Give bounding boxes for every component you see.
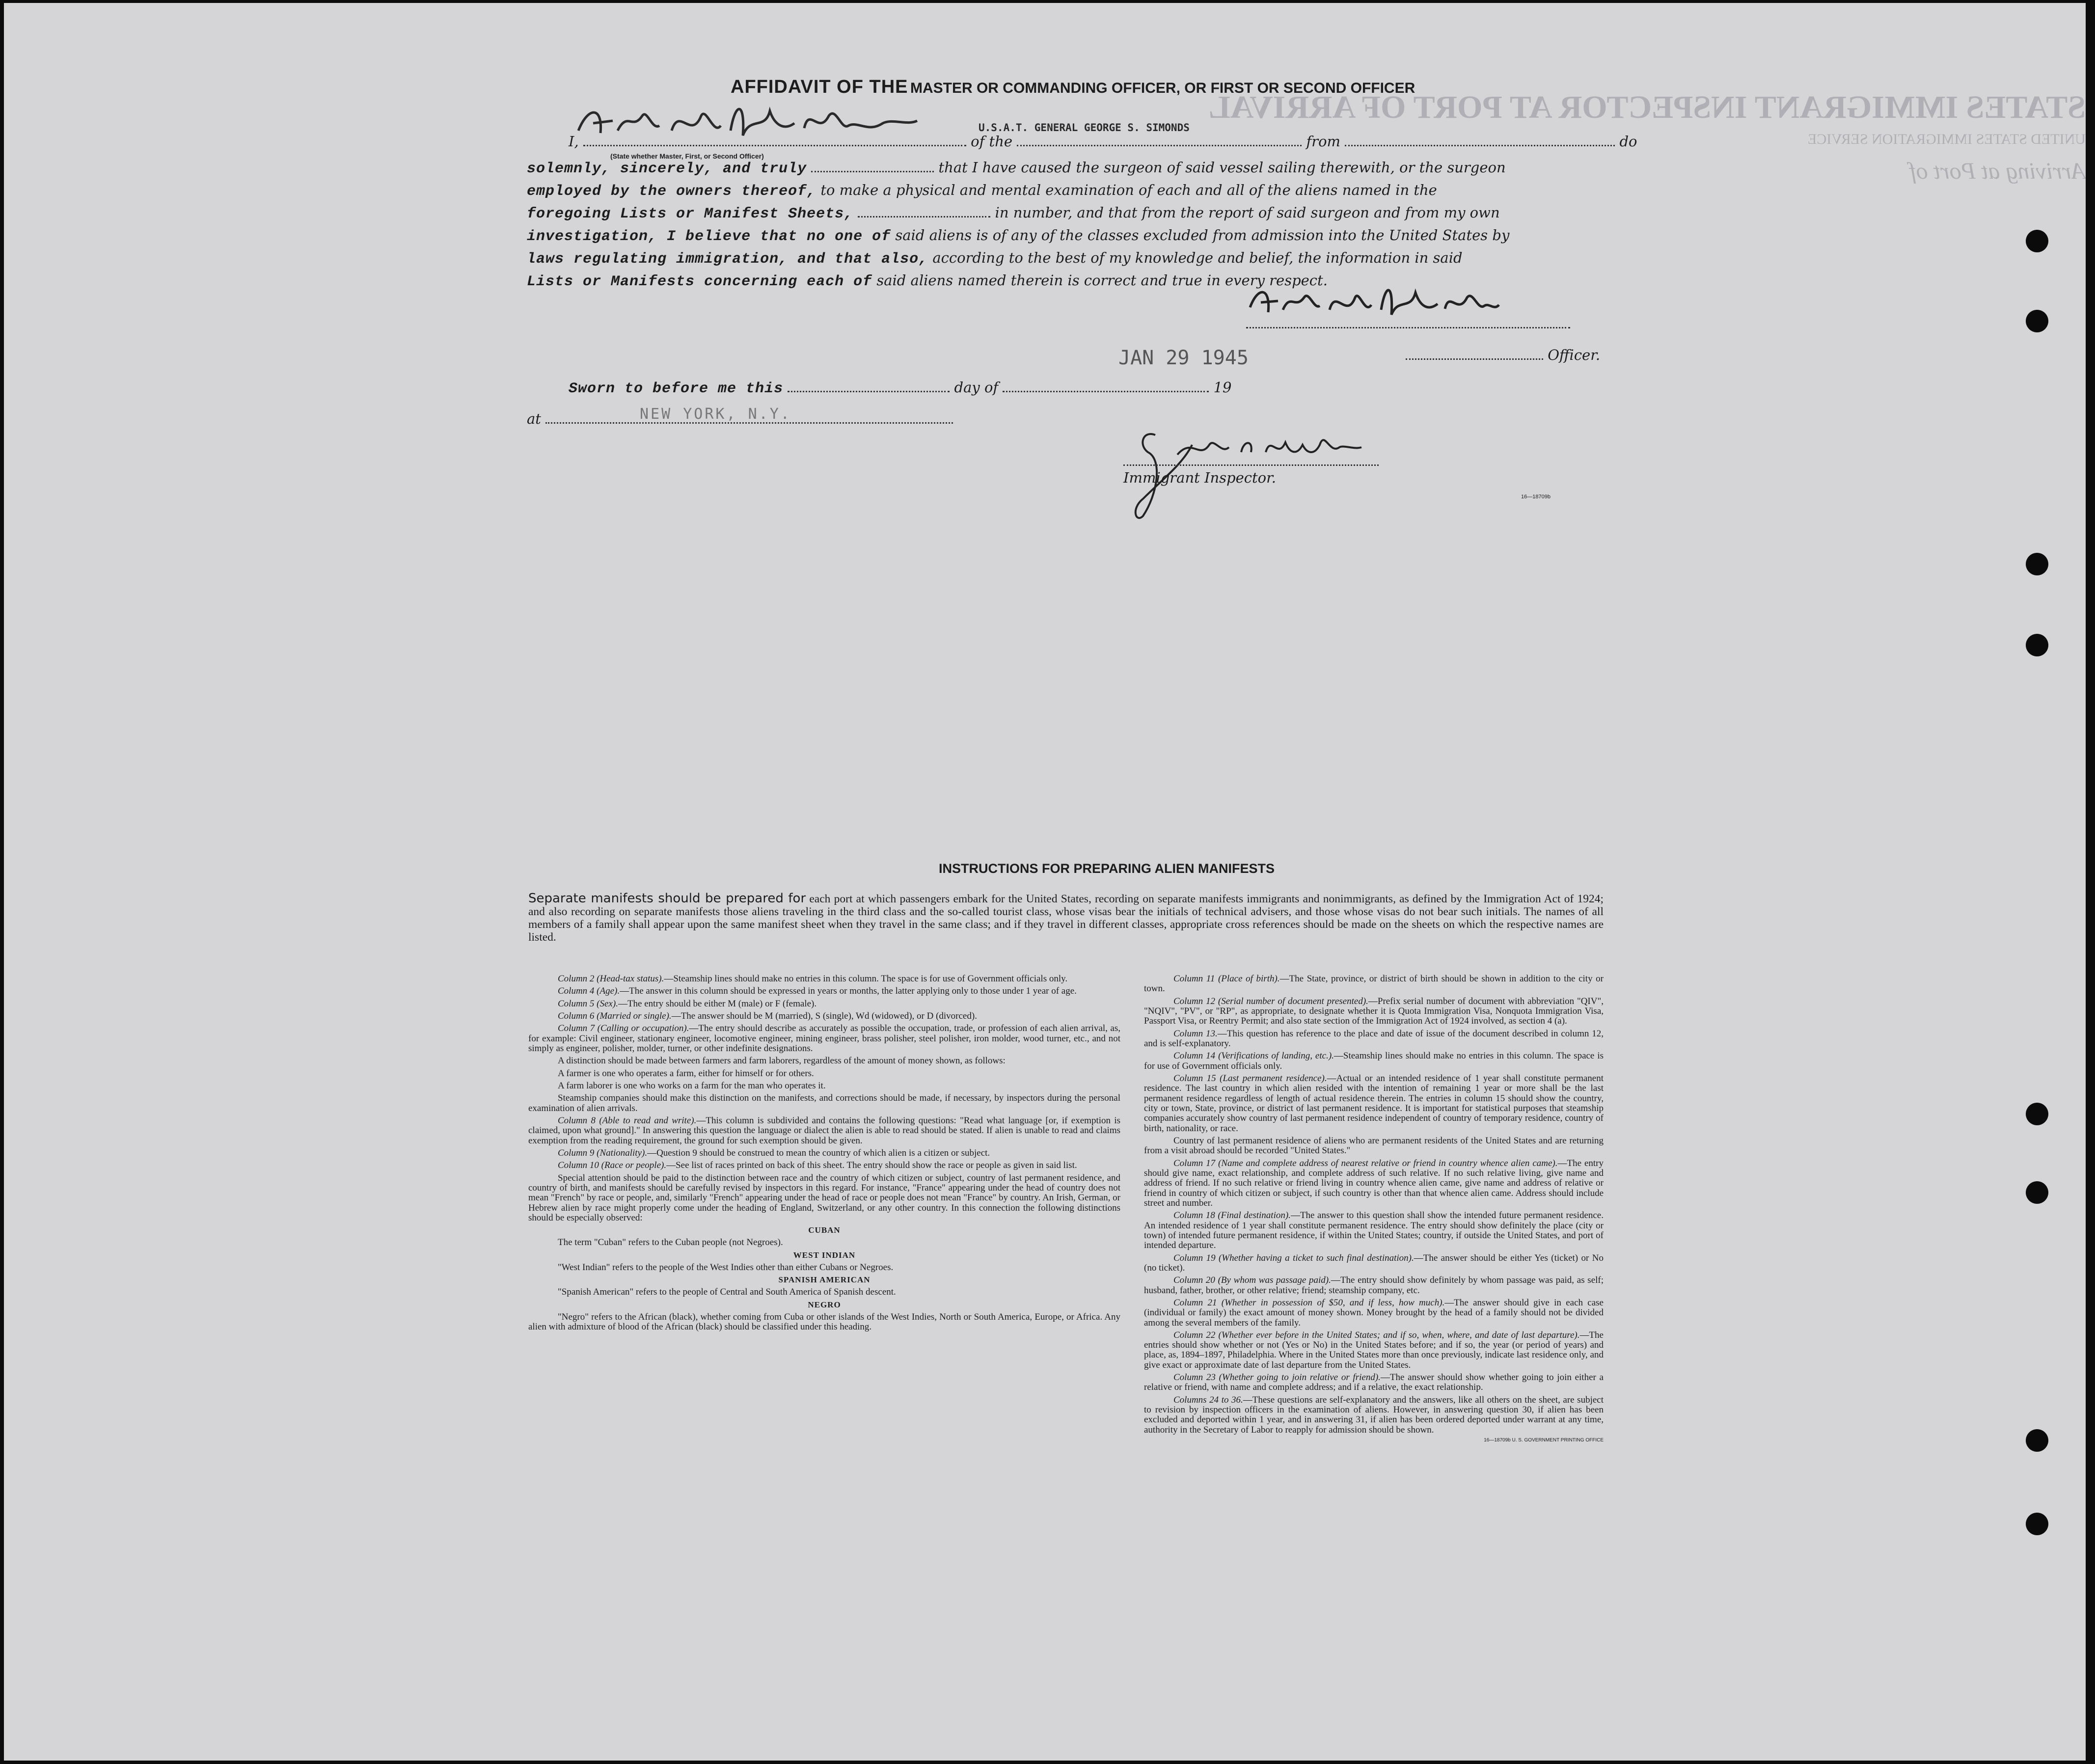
- instruction-label: Column 9 (Nationality).: [558, 1147, 648, 1158]
- instruction-paragraph: [528, 1081, 1120, 1091]
- instruction-paragraph: [528, 1173, 1120, 1223]
- printing-office-footer: 16—18709b U. S. GOVERNMENT PRINTING OFFICE: [1484, 1438, 1604, 1443]
- line7-start: Lists or Manifests concerning each of: [527, 273, 872, 290]
- sworn-line: [569, 379, 1232, 397]
- instruction-text: —Steamship lines should make no entries in this column. The space is for use of Government officials only.: [1144, 1051, 1604, 1071]
- instruction-text: —The entry should describe as accurately as possible the occupation, trade, or profession of each alien arrival, as, for example: Civil engineer, stationary engineer, locomotive engineer, mining engineer, brass polisher, steel polisher, iron molder, wood turner, etc., and not simply as engineer, polisher, molder, turner, or other indefinite designations.: [528, 1023, 1120, 1054]
- instruction-paragraph: [1144, 1074, 1604, 1134]
- instruction-text: —The State, province, or district of birth should be shown in addition to the city or town.: [1144, 974, 1604, 994]
- west-indian-text: "West Indian" refers to the people of the West Indies other than either Cubans or Negroes.: [558, 1262, 894, 1273]
- instruction-paragraph: [1144, 1136, 1604, 1156]
- punch-hole: [2026, 1103, 2048, 1125]
- line6-start: laws regulating immigration, and that also,: [527, 251, 928, 268]
- bleed-through-header: STATES IMMIGRANT INSPECTOR AT PORT OF ARRIVAL: [1208, 89, 2086, 125]
- instruction-text: —Prefix serial number of document with abbreviation "QIV", "NQIV", "PV", or "RP", as appropriate, to designate whether it is Quota Immigration Visa, Nonquota Immigration Visa, Passport Visa, or Reentry Permit; and also state section of the Immigration Act of 1924 involved, as section 4 (a).: [1144, 996, 1604, 1027]
- of-the-label: of the: [971, 133, 1013, 150]
- affidavit-line-1: [569, 133, 1637, 150]
- instruction-label: Column 8 (Able to read and write).: [558, 1115, 697, 1126]
- instructions-title: INSTRUCTIONS FOR PREPARING ALIEN MANIFESTS: [939, 861, 1275, 876]
- affidavit-line-2: [527, 159, 1506, 177]
- bleed-through-sub: UNITED STATES IMMIGRATION SERVICE: [1807, 131, 2086, 147]
- instruction-text: —The entries should show whether or not (Yes or No) in the United States before; and if so, the year (or period of years) and place, as, 1894–1897, Philadelphia. Where in the United States more than once previously, indicate last residence only, and give exact or approximate date of last departure from the United States.: [1144, 1330, 1604, 1370]
- instructions-left-column: [528, 974, 1120, 1335]
- instruction-label: Column 13.: [1173, 1028, 1218, 1039]
- inspector-label: Immigrant Inspector.: [1123, 469, 1276, 486]
- instruction-text: Country of last permanent residence of aliens who are permanent residents of the United States and are returning from a visit abroad should be recorded "United States.": [1144, 1135, 1604, 1156]
- instruction-text: —The entry should be either M (male) or F (female).: [618, 998, 817, 1009]
- line3-end: to make a physical and mental examination of each and all of the aliens named in the: [820, 182, 1437, 198]
- instruction-paragraph: [1144, 1159, 1604, 1209]
- sworn-label: Sworn to before me this: [569, 380, 784, 397]
- officer-line: [1406, 347, 1600, 363]
- instruction-paragraph: [528, 1116, 1120, 1146]
- line2-end: that I have caused the surgeon of said vessel sailing therewith, or the surgeon: [938, 159, 1506, 176]
- affidavit-line-6: [527, 249, 1463, 268]
- cuban-text: The term "Cuban" refers to the Cuban people (not Negroes).: [558, 1237, 783, 1248]
- instruction-label: Column 2 (Head-tax status).: [558, 974, 664, 984]
- affidavit-line-3: [527, 182, 1437, 200]
- instruction-label: Column 5 (Sex).: [558, 998, 618, 1009]
- date-stamp: JAN 29 1945: [1118, 347, 1249, 369]
- instruction-text: —The answer should give in each case (individual or family) the exact amount of money shown. Money brought by the head of a family should not be divided among the several members of the family.: [1144, 1297, 1604, 1328]
- intro-lead: Separate manifests should be prepared for: [528, 891, 806, 906]
- cuban-heading: CUBAN: [808, 1225, 841, 1235]
- instruction-paragraph: [528, 1069, 1120, 1079]
- instruction-label: Column 23 (Whether going to join relative or friend).: [1173, 1372, 1381, 1383]
- instruction-paragraph: [1144, 974, 1604, 994]
- instruction-label: Column 4 (Age).: [558, 986, 620, 997]
- document-page: [4, 3, 2086, 1761]
- instruction-paragraph: [1144, 1211, 1604, 1250]
- instruction-paragraph: [1144, 1253, 1604, 1274]
- negro-heading: NEGRO: [808, 1300, 841, 1309]
- punch-hole: [2026, 634, 2048, 656]
- instruction-paragraph: [528, 999, 1120, 1009]
- instruction-paragraph: [528, 1011, 1120, 1021]
- instruction-text: —The answer in this column should be expressed in years or months, the latter applying only to those under 1 year of age.: [620, 986, 1077, 997]
- instructions-intro: [528, 892, 1604, 944]
- inspector-signature-line: [1123, 464, 1379, 466]
- instructions-right-column: [1144, 974, 1604, 1443]
- instruction-paragraph: [528, 1024, 1120, 1054]
- instruction-paragraph: [1144, 1373, 1604, 1393]
- day-of-label: day of: [954, 379, 999, 396]
- instruction-text: —The entry should show definitely by whom passage was paid, as self; husband, father, brother, or other relative; friend; steamship company, etc.: [1144, 1275, 1604, 1296]
- instruction-label: Column 6 (Married or single).: [558, 1010, 672, 1021]
- line2-start: solemnly, sincerely, and truly: [527, 161, 807, 177]
- punch-hole: [2026, 1181, 2048, 1204]
- do-label: do: [1619, 133, 1637, 150]
- rank-hint: (State whether Master, First, or Second Officer): [610, 152, 764, 160]
- instruction-label: Column 20 (By whom was passage paid).: [1173, 1275, 1331, 1286]
- punch-hole: [2026, 310, 2048, 332]
- instruction-text: —Question 9 should be construed to mean the country of which alien is a citizen or subject.: [647, 1147, 990, 1158]
- instruction-label: Column 14 (Verifications of landing, etc.).: [1173, 1051, 1334, 1061]
- from-label: from: [1306, 133, 1341, 150]
- instruction-paragraph: [528, 1148, 1120, 1158]
- place-stamp: NEW YORK, N.Y.: [640, 406, 791, 423]
- affidavit-title: [731, 77, 1415, 98]
- instruction-paragraph: [528, 1056, 1120, 1066]
- punch-hole: [2026, 1429, 2048, 1452]
- at-label: at: [527, 410, 541, 427]
- instruction-label: Column 12 (Serial number of document presented).: [1173, 996, 1368, 1006]
- instruction-label: Column 11 (Place of birth).: [1173, 974, 1280, 984]
- instruction-paragraph: [1144, 1395, 1604, 1435]
- instruction-text: A distinction should be made between farmers and farm laborers, regardless of the amount of money shown, as follows:: [558, 1056, 1006, 1066]
- instruction-paragraph: [528, 986, 1120, 996]
- instruction-text: —These questions are self-explanatory and the answers, like all others on the sheet, are subject to revision by inspection officers in the examination of aliens. However, in answering question 30, if alien has been excluded and deported within 1 year, and in answering 31, if alien has been ordered deported under warrant at any time, authority in the Secretary of Labor to reapply for admission should be shown.: [1144, 1394, 1604, 1435]
- west-indian-heading: WEST INDIAN: [793, 1250, 856, 1260]
- instruction-text: —The answer should be either Yes (ticket) or No (no ticket).: [1144, 1252, 1604, 1273]
- instruction-text: Steamship companies should make this distinction on the manifests, and corrections should be made, if necessary, by inspectors during the personal examination of alien arrivals.: [528, 1093, 1120, 1113]
- instruction-text: —See list of races printed on back of this sheet. The entry should show the race or people as given in said list.: [666, 1160, 1077, 1171]
- punch-hole: [2026, 1513, 2048, 1535]
- bleed-through-arriving: Arriving at Port of: [1909, 158, 2086, 184]
- officer-signature-line: [1246, 327, 1570, 328]
- instruction-label: Column 22 (Whether ever before in the United States; and if so, when, where, and date of last departure).: [1173, 1330, 1580, 1340]
- instruction-text: Special attention should be paid to the distinction between race and the country of which citizen or subject, country of last permanent residence, and country of birth, and manifests should be carefully revised by inspectors in this regard. For instance, "France" appearing under the head of country does not mean "French" by race or people, and, similarly "French" appearing under the head of race or people does not mean "France" by country. An Irish, German, or Hebrew alien by race might properly come under the heading of England, Switzerland, or any other country. In this connection the following distinctions should be especially observed:: [528, 1172, 1120, 1223]
- instruction-text: A farmer is one who operates a farm, either for himself or for others.: [558, 1068, 814, 1079]
- punch-hole: [2026, 230, 2048, 252]
- instruction-text: A farm laborer is one who works on a farm for the man who operates it.: [558, 1080, 826, 1091]
- instruction-label: Column 19 (Whether having a ticket to such final destination).: [1173, 1252, 1414, 1263]
- affidavit-line-7: [527, 272, 1328, 290]
- instruction-text: —Steamship lines should make no entries in this column. The space is for use of Government officials only.: [664, 974, 1068, 984]
- instruction-label: Columns 24 to 36.: [1173, 1394, 1243, 1405]
- instruction-text: —Actual or an intended residence of 1 year shall constitute permanent residence. The last country in which alien resided with the intention of remaining 1 year or more shall be the last permanent residence regardless of length of actual residence therein. The entries in column 15 should show the country, city or town, State, province, or district of last permanent residence. It is important for statistical purposes that steamship companies accurately show country of last permanent residence independent of country of temporary residence, country of birth, nationality, or race.: [1144, 1073, 1604, 1134]
- year-prefix: 19: [1213, 379, 1232, 396]
- instruction-text: —The answer should be M (married), S (single), Wd (widowed), or D (divorced).: [671, 1010, 977, 1021]
- instruction-label: Column 15 (Last permanent residence).: [1173, 1073, 1327, 1084]
- instruction-label: Column 7 (Calling or occupation).: [558, 1023, 689, 1034]
- line6-end: according to the best of my knowledge and belief, the information in said: [932, 249, 1463, 266]
- instruction-paragraph: [528, 1093, 1120, 1113]
- line4-end: in number, and that from the report of said surgeon and from my own: [995, 204, 1500, 221]
- spanish-american-heading: SPANISH AMERICAN: [778, 1275, 871, 1285]
- instruction-text: —This column is subdivided and contains the following questions: "Read what language [or, if exemption is claimed, upon what ground]." In answering this question the language or dialect the alien is able to read should be stated. If alien is unable to read and claims exemption from the reading requirement, the ground for such exemption should be given.: [528, 1115, 1121, 1146]
- affidavit-line-5: [527, 227, 1509, 245]
- line7-end: said aliens named therein is correct and true in every respect.: [876, 272, 1328, 289]
- affidavit-line-4: [527, 204, 1500, 222]
- line5-start: investigation, I believe that no one of: [527, 228, 891, 245]
- line3-start: employed by the owners thereof,: [527, 183, 816, 200]
- form-number: 16—18709b: [1521, 494, 1551, 500]
- negro-text: "Negro" refers to the African (black), whether coming from Cuba or other islands of the West Indies, North or South America, Europe, or Africa. Any alien with admixture of blood of the African (black) should be classified under this heading.: [528, 1311, 1120, 1332]
- instruction-label: Column 10 (Race or people).: [558, 1160, 667, 1171]
- officer-signature: [1246, 280, 1501, 325]
- affidavit-title-rest: MASTER OR COMMANDING OFFICER, OR FIRST OR SECOND OFFICER: [910, 80, 1415, 96]
- instruction-text: —This question has reference to the place and date of issue of the document described in column 12, and is self-explanatory.: [1144, 1028, 1604, 1049]
- intro-rest: each port at which passengers embark for the United States, recording on separate manifests immigrants and nonimmigrants, as defined by the Immigration Act of 1924; and also recording on separate manifests those aliens traveling in the third class and the so-called tourist class, whose visas bear the initials of technical advisers, and those whose visas do not bear such initials. The names of all members of a family shall appear upon the same manifest sheet when they travel in the same class; and if they travel in different classes, appropriate cross references should be made on the sheets on which the respective names are listed.: [528, 893, 1604, 944]
- affidavit-title-bold: AFFIDAVIT OF THE: [731, 77, 908, 97]
- officer-label: Officer.: [1548, 347, 1601, 363]
- line5-end: said aliens is of any of the classes excluded from admission into the United States by: [895, 227, 1510, 244]
- vessel-name: U.S.A.T. GENERAL GEORGE S. SIMONDS: [979, 122, 1190, 134]
- instruction-label: Column 18 (Final destination).: [1173, 1210, 1291, 1221]
- instruction-paragraph: [528, 974, 1120, 984]
- instruction-paragraph: [1144, 1276, 1604, 1296]
- instruction-text: —The answer should show whether going to join either a relative or friend, with name and complete address; and if a relative, the exact relationship.: [1144, 1372, 1604, 1393]
- instruction-paragraph: [528, 1161, 1120, 1170]
- i-label: I,: [569, 133, 579, 150]
- instruction-paragraph: [1144, 997, 1604, 1027]
- line4-start: foregoing Lists or Manifest Sheets,: [527, 206, 854, 222]
- instruction-paragraph: [1144, 1051, 1604, 1071]
- instruction-text: —The answer to this question shall show the intended future permanent residence. An intended residence of 1 year shall constitute permanent residence. The entry should show definitely the place (city or town) of intended future permanent residence, if within the United States; country, if outside the United States, and port of intended departure.: [1144, 1210, 1604, 1251]
- instruction-label: Column 17 (Name and complete address of nearest relative or friend in country whence alien came).: [1173, 1158, 1558, 1168]
- instruction-paragraph: [1144, 1298, 1604, 1328]
- instruction-paragraph: [1144, 1029, 1604, 1049]
- instruction-label: Column 21 (Whether in possession of $50, and if less, how much).: [1173, 1297, 1445, 1308]
- punch-hole: [2026, 553, 2048, 575]
- instruction-paragraph: [1144, 1330, 1604, 1370]
- spanish-american-text: "Spanish American" refers to the people of Central and South America of Spanish descent.: [558, 1287, 896, 1298]
- instruction-text: —The entry should give name, exact relationship, and complete address of such relative. If no such relative living, give name and address of friend. If no such relative or friend living in country whence alien came, give name and address of relative or friend in country of which citizen or subject, if such country is other than that whence alien came. Address should include street and number.: [1144, 1158, 1604, 1208]
